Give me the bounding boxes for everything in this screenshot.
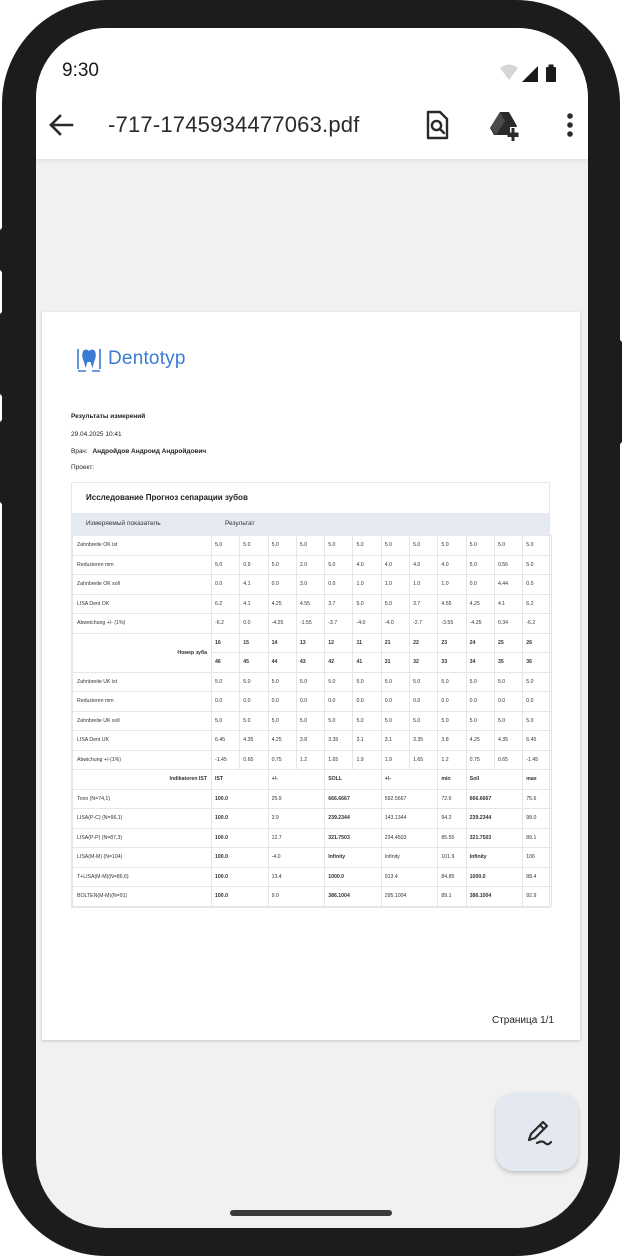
cell: 31 [381,653,409,673]
cell: 0.0 [381,692,409,712]
cell: 5.0 [381,672,409,692]
cell: 1000.0 [466,867,523,887]
cell: 0.0 [466,575,494,595]
row-label: BOLTEN(M-M)(N=91) [73,887,212,907]
cell: 4.0 [353,555,381,575]
cell: 4.25 [268,731,296,751]
cell: 100.0 [212,848,269,868]
cell: 3.0 [296,575,324,595]
cell: 5.0 [325,711,353,731]
cell: 5.0 [438,536,466,556]
cell: 295.1004 [381,887,438,907]
cell: 3.7 [410,594,438,614]
cell: 1.2 [296,750,324,770]
cell: 0.56 [494,555,522,575]
cell: 26 [523,633,551,653]
indicator-row [73,867,552,887]
logo [76,344,186,374]
cell: 5.0 [494,711,522,731]
row-label: Zahnbreite OK ist [73,536,212,556]
cell: 1.0 [381,575,409,595]
cell: 5.0 [494,672,522,692]
find-in-document-button[interactable] [420,108,454,142]
table-row [73,692,552,712]
table-header [72,513,549,535]
row-label: Zahnbreite UK ist [73,672,212,692]
cell: 0.0 [325,692,353,712]
cell: 666.6667 [325,789,382,809]
cell: 5.0 [212,672,240,692]
cell: 4.35 [240,731,268,751]
cell: +/- [268,770,325,790]
cell: 85.55 [438,828,466,848]
cell: 75.6 [523,789,551,809]
cell: 3.8 [296,731,324,751]
cell: 0.0 [212,692,240,712]
cell: 21 [381,633,409,653]
cell: 16 [212,633,240,653]
cell: -4.0 [268,848,325,868]
row-label: T+LISA(M-M)(N=86,6) [73,867,212,887]
cell: 6.45 [523,731,551,751]
doctor-label: Врач: [71,448,88,455]
cell: Soll [466,770,523,790]
cell: 6.2 [212,594,240,614]
table-row [73,672,552,692]
project-label: Проект: [71,464,95,471]
cell: 239.2344 [466,809,523,829]
cell: 92.9 [523,887,551,907]
more-vert-icon [556,108,584,142]
cell: 4.0 [438,555,466,575]
cell: IST [212,770,269,790]
cell: 0.0 [240,692,268,712]
cell: 0.34 [494,614,522,634]
cell: 106 [523,848,551,868]
cell: 386.1004 [325,887,382,907]
cell: 100.0 [212,887,269,907]
indicators-header-row [73,770,552,790]
cell: 0.0 [494,692,522,712]
cell: 3.1 [353,731,381,751]
doctor-line [71,448,206,455]
cell: 0.65 [240,750,268,770]
cell: 5.0 [212,536,240,556]
cell: 5.0 [296,536,324,556]
cell: 5.0 [325,672,353,692]
cell: +/- [381,770,438,790]
cell: 5.0 [296,672,324,692]
arrow-left-icon [46,110,76,140]
cell: 1.0 [438,575,466,595]
cell: 98.0 [523,809,551,829]
cell: 5.0 [410,536,438,556]
cell: 45 [240,653,268,673]
cell: 5.0 [438,672,466,692]
cell: 4.44 [494,575,522,595]
results-table [71,482,550,908]
row-label: LISA(P-P) (N=87,3) [73,828,212,848]
cell: 89.1 [438,887,466,907]
cell: Infinity [325,848,382,868]
cell: -6.2 [523,614,551,634]
cell: -6.2 [212,614,240,634]
edit-icon [520,1115,554,1149]
app-bar [36,98,588,160]
cell: 84.85 [438,867,466,887]
cell: 5.0 [353,672,381,692]
cell: 88.4 [523,867,551,887]
cell: SOLL [325,770,382,790]
cell: 3.9 [268,809,325,829]
cell: 5.0 [410,711,438,731]
cell: -4.25 [268,614,296,634]
cell: 5.0 [240,672,268,692]
table-row [73,575,552,595]
cell: 0.0 [466,692,494,712]
row-label: Zahnbreite UK soll [73,711,212,731]
indicator-row [73,828,552,848]
cell: 6.2 [523,594,551,614]
home-indicator[interactable] [230,1210,392,1216]
cell: 13 [296,633,324,653]
cell: 5.0 [466,672,494,692]
indicator-row [73,887,552,907]
row-label: LISA Dent OK [73,594,212,614]
cell: 72.6 [438,789,466,809]
cell: 0.9 [240,555,268,575]
doctor-name: Андройдов Андроид Андройдович [92,448,207,455]
cell: 9.0 [268,887,325,907]
cell: 11 [353,633,381,653]
cell: 5.0 [523,672,551,692]
cell: 5.0 [466,536,494,556]
cell: 100.0 [212,828,269,848]
page-indicator: Страница 1/1 [491,1015,554,1026]
cell: 44 [268,653,296,673]
cell: 2.0 [296,555,324,575]
cell: 3.7 [325,594,353,614]
cell: 5.0 [325,536,353,556]
table-row [73,536,552,556]
cell: 1.65 [410,750,438,770]
cell: 4.1 [240,594,268,614]
row-label: Abwichung +/-(1%) [73,750,212,770]
cell: 321.7503 [325,828,382,848]
cell: 3.35 [410,731,438,751]
cell: 1.0 [353,575,381,595]
cell: min [438,770,466,790]
cell: 5.0 [353,711,381,731]
cell: 46 [212,653,240,673]
cell: 0.0 [296,692,324,712]
cell: 321.7503 [466,828,523,848]
cell: 5.0 [268,555,296,575]
cell: 0.0 [438,692,466,712]
screen [36,28,588,1228]
cell: 36 [523,653,551,673]
table-title: Исследование Прогноз сепарации зубов [86,493,248,502]
cell: 25.9 [268,789,325,809]
cell: 23 [438,633,466,653]
cell: 100.0 [212,789,269,809]
cell: 41 [353,653,381,673]
cell: 12 [325,633,353,653]
cell: 913.4 [381,867,438,887]
cell: 94.2 [438,809,466,829]
header-indicator: Измеряемый показатель [86,520,161,527]
cell: 0.65 [494,750,522,770]
cell: 4.35 [494,731,522,751]
cell: 5.0 [240,711,268,731]
cell: 143.1344 [381,809,438,829]
cell: 4.1 [494,594,522,614]
cell: 4.0 [381,555,409,575]
cell: 4.25 [466,731,494,751]
cell: 5.0 [523,536,551,556]
cell: 89.1 [523,828,551,848]
cell: 13.4 [268,867,325,887]
cell: 5.0 [438,711,466,731]
cell: 5.0 [353,536,381,556]
cell: 100.0 [212,809,269,829]
file-title: -717-1745934477063.pdf [108,112,360,137]
cell: max [523,770,551,790]
cell: 386.1004 [466,887,523,907]
cell: 3.8 [438,731,466,751]
more-options-button[interactable] [556,108,584,142]
cell: 32 [410,653,438,673]
cell: -1.55 [296,614,324,634]
row-label: LISA(M-M) (N=104) [73,848,212,868]
cell: 5.0 [268,672,296,692]
cell: 5.0 [381,711,409,731]
document-datetime: 29.04.2025 10:41 [71,431,122,438]
document-search-icon [420,108,454,142]
cell: 5.0 [523,711,551,731]
cell: 25 [494,633,522,653]
tooth-logo-icon [76,345,102,373]
back-button[interactable] [46,110,76,140]
cell: -4.0 [381,614,409,634]
cell: Infinity [466,848,523,868]
cell: 0.0 [240,614,268,634]
indicator-row [73,848,552,868]
cell: 0.0 [353,692,381,712]
cell: 666.6667 [466,789,523,809]
cell: 0.0 [410,692,438,712]
cell: 5.0 [212,711,240,731]
cell: 1.2 [438,750,466,770]
cell: 4.25 [268,594,296,614]
cell: 0.0 [325,575,353,595]
cell: 3.1 [381,731,409,751]
cell: 4.55 [296,594,324,614]
cell: 3.35 [325,731,353,751]
cell: -3.7 [325,614,353,634]
row-label: Indikatoren IST [73,770,212,790]
cell: 4.0 [410,555,438,575]
cell: 1.0 [410,575,438,595]
cell: 5.0 [381,594,409,614]
cell: 0.0 [268,575,296,595]
cell: 14 [268,633,296,653]
cell: 0.0 [523,575,551,595]
cell: 5.0 [466,555,494,575]
results-grid [72,535,552,907]
cell: 0.75 [268,750,296,770]
cell: 5.0 [240,536,268,556]
cell: Infinity [381,848,438,868]
table-row [73,750,552,770]
cell: 12.7 [268,828,325,848]
add-to-drive-button[interactable] [488,108,522,142]
cell: 1.9 [353,750,381,770]
status-icons [498,62,564,82]
row-label: Reduzieren mm [73,555,212,575]
cell: 0.0 [212,575,240,595]
cell: 1.65 [325,750,353,770]
cell: 43 [296,653,324,673]
battery-icon [546,67,556,82]
cell: 0.75 [466,750,494,770]
cell: 35 [494,653,522,673]
status-icons-svg [498,62,564,84]
cell: 6.45 [212,731,240,751]
cell: -4.25 [466,614,494,634]
cell: -2.7 [410,614,438,634]
cell: -1.45 [523,750,551,770]
cell: 5.0 [494,536,522,556]
row-label: LISA(P-C) (N=96,1) [73,809,212,829]
tooth-number-row-upper [73,633,552,653]
cell: 101.9 [438,848,466,868]
table-row [73,594,552,614]
logo-text: Dentotyp [108,348,186,369]
drive-add-icon [488,108,524,142]
row-label: LISA Dent UK [73,731,212,751]
row-label: Zahnbreite OK soll [73,575,212,595]
cell: 234.4503 [381,828,438,848]
cell: 5.0 [410,672,438,692]
pdf-page [42,312,580,1040]
table-row [73,711,552,731]
row-label: Tonn (N=74,1) [73,789,212,809]
cell: 42 [325,653,353,673]
cell: -1.45 [212,750,240,770]
cell: 15 [240,633,268,653]
cell: 5.0 [523,555,551,575]
cell: 5.0 [353,594,381,614]
status-time: 9:30 [62,60,99,81]
cell: 5.0 [381,536,409,556]
cell: -4.0 [353,614,381,634]
cell: 239.2344 [325,809,382,829]
edit-fab-button[interactable] [496,1093,578,1171]
cell: 5.0 [325,555,353,575]
cell: 1.9 [381,750,409,770]
cell: 5.0 [212,555,240,575]
table-row [73,555,552,575]
wifi-icon [500,65,518,81]
cell: 4.25 [466,594,494,614]
header-result: Результат [225,520,255,527]
cell: 1000.0 [325,867,382,887]
cell: 33 [438,653,466,673]
cell: 34 [466,653,494,673]
row-label: Reduzieren mm [73,692,212,712]
document-heading: Результаты измерений [71,413,146,420]
cell: 22 [410,633,438,653]
indicator-row [73,789,552,809]
cell: 5.0 [268,711,296,731]
cell: 24 [466,633,494,653]
cell: 100.0 [212,867,269,887]
cell: 592.5667 [381,789,438,809]
cell: 5.0 [268,536,296,556]
row-label: Номер зуба [73,633,212,672]
row-label: Abweichung +/- (1%) [73,614,212,634]
cell: -3.55 [438,614,466,634]
cell: 5.0 [466,711,494,731]
indicator-row [73,809,552,829]
table-row [73,731,552,751]
cell: 5.0 [296,711,324,731]
cell: 0.0 [268,692,296,712]
cell: 0.0 [523,692,551,712]
signal-icon [522,66,538,82]
status-bar [36,28,588,98]
cell: 4.1 [240,575,268,595]
table-row [73,614,552,634]
cell: 4.55 [438,594,466,614]
